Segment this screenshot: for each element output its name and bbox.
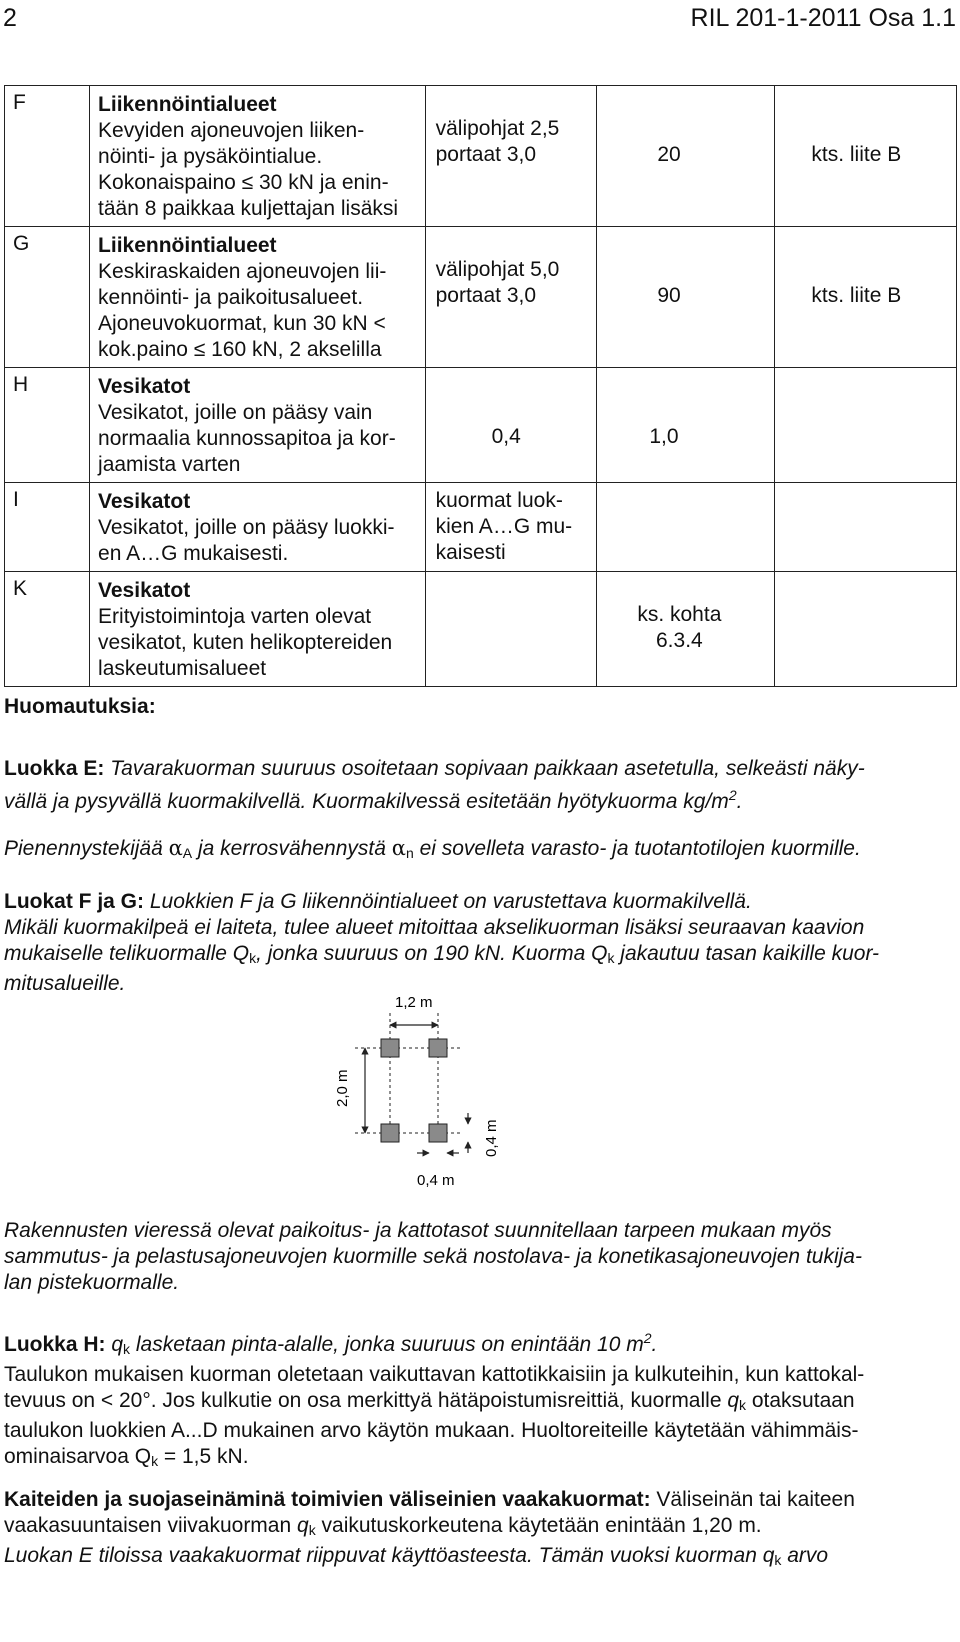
subscript: k: [308, 1522, 316, 1538]
note-cell: [775, 572, 957, 687]
note-text: lan pistekuormalle.: [4, 1271, 180, 1294]
row-line: Ajoneuvokuormat, kun 30 kN <: [98, 312, 386, 335]
note-class-e: [4, 756, 954, 815]
row-line: Erityistoimintoja varten olevat: [98, 605, 372, 628]
area-load-cell: [425, 368, 597, 483]
row-line: vesikatot, kuten helikoptereiden: [98, 631, 393, 654]
class-label: F: [13, 91, 26, 114]
note-text: Väliseinän tai kaiteen: [650, 1488, 855, 1511]
value-line: kuormat luok-: [435, 489, 563, 512]
area-load-cell: [425, 227, 597, 368]
description-cell: [90, 368, 426, 483]
point-load-cell: [597, 368, 775, 483]
subscript: k: [123, 1341, 131, 1357]
note-text: vällä ja pysyvällä kuormakilvellä. Kuormakilvessä esitetään hyötykuorma kg/m: [4, 790, 729, 813]
wheel-load-area: [429, 1039, 447, 1057]
note-cell: [775, 227, 957, 368]
dim-left-label: 2,0 m: [334, 1069, 351, 1107]
subscript: k: [607, 950, 615, 966]
point-load-cell: [597, 227, 775, 368]
note-text: jakautuu tasan kaikille kuor-: [614, 942, 880, 965]
value-line: välipohjat 5,0: [435, 258, 560, 281]
note-reduction: [4, 835, 954, 866]
row-line: kennöinti- ja paikoitusalueet.: [98, 286, 364, 309]
notes-title: Huomautuksia:: [4, 695, 156, 718]
area-load-cell: [425, 572, 597, 687]
class-cell: [5, 368, 90, 483]
note-label: Luokka H:: [4, 1333, 106, 1356]
subscript: A: [182, 845, 193, 861]
table-row: [5, 86, 957, 227]
point-load-cell: [597, 483, 775, 572]
row-line: en A…G mukaisesti.: [98, 542, 289, 565]
subscript: n: [405, 845, 414, 861]
value-line: portaat 3,0: [435, 284, 537, 307]
note-text: Tavarakuorman suuruus osoitetaan sopivaan paikkaan asetetulla, selkeästi näky-: [110, 757, 865, 780]
note-text: mukaiselle telikuormalle Q: [4, 942, 250, 965]
symbol-q: q: [297, 1514, 309, 1537]
table-row: [5, 368, 957, 483]
class-label: I: [13, 488, 19, 511]
note-cell: [775, 368, 957, 483]
class-cell: [5, 483, 90, 572]
row-line: Kokonaispaino ≤ 30 kN ja enin-: [98, 171, 389, 194]
note-text: ominaisarvoa Q: [4, 1445, 152, 1468]
note-text: .: [736, 790, 743, 813]
note-parking: [4, 1218, 954, 1296]
row-line: Vesikatot, joille on pääsy luokki-: [98, 516, 395, 539]
note-cell: [775, 86, 957, 227]
symbol-q: q: [105, 1333, 124, 1356]
load-table: [4, 85, 957, 687]
note-text: Pienennystekijää: [4, 837, 169, 860]
description-cell: [90, 227, 426, 368]
note-text: vaakasuuntaisen viivakuorman: [4, 1514, 297, 1537]
note-label: Kaiteiden ja suojaseinäminä toimivien väliseinien vaakakuormat:: [4, 1488, 651, 1511]
alpha-symbol: α: [391, 836, 406, 860]
note-text: Mikäli kuormakilpeä ei laiteta, tulee alueet mitoittaa akselikuorman lisäksi seuraavan kaavion: [4, 916, 865, 939]
description-cell: [90, 483, 426, 572]
superscript: 2: [728, 787, 737, 803]
note-text: Rakennusten vieressä olevat paikoitus- ja kattotasot suunnitellaan tarpeen mukaan myös: [4, 1219, 832, 1242]
value-line: kaisesti: [435, 541, 506, 564]
value-line: 0,4: [491, 425, 521, 448]
table-row: [5, 572, 957, 687]
area-load-cell: [425, 483, 597, 572]
class-cell: [5, 227, 90, 368]
class-label: H: [13, 373, 29, 396]
symbol-q: q: [727, 1389, 740, 1412]
note-class-fg: [4, 889, 954, 997]
dim-right-label: 0,4 m: [483, 1119, 500, 1157]
wheel-load-area: [429, 1124, 447, 1142]
row-line: Vesikatot, joille on pääsy vain: [98, 401, 373, 424]
dim-bottom-label: 0,4 m: [417, 1172, 455, 1189]
note-text: Taulukon mukaisen kuorman oletetaan vaikuttavan kattotikkaisiin ja kulkuteihin, kun kattokal-: [4, 1363, 865, 1386]
document-id: RIL 201-1-2011 Osa 1.1: [690, 4, 956, 32]
note-text: Luokan E tiloissa vaakakuormat riippuvat käyttöasteesta. Tämän vuoksi kuorman: [4, 1544, 763, 1567]
point-load-value: 20: [657, 143, 681, 166]
value-line: portaat 3,0: [435, 143, 537, 166]
row-line: jaamista varten: [98, 453, 241, 476]
symbol-q: q: [762, 1544, 775, 1567]
row-title: Liikennöintialueet: [98, 93, 277, 116]
page-number: 2: [3, 4, 17, 32]
dim-top-label: 1,2 m: [395, 994, 433, 1011]
note-text: , jonka suuruus on 190 kN. Kuorma Q: [256, 942, 608, 965]
subscript: k: [774, 1552, 782, 1568]
note-label: Luokat F ja G:: [4, 890, 145, 913]
point-load-line: ks. kohta: [637, 603, 722, 626]
table-row: [5, 483, 957, 572]
row-title: Liikennöintialueet: [98, 234, 277, 257]
row-line: laskeutumisalueet: [98, 657, 267, 680]
wheel-load-area: [381, 1039, 399, 1057]
note-label: Luokka E:: [4, 757, 105, 780]
row-title: Vesikatot: [98, 375, 191, 398]
row-line: Keskiraskaiden ajoneuvojen lii-: [98, 260, 387, 283]
note-text: otaksutaan: [746, 1389, 855, 1412]
class-cell: [5, 86, 90, 227]
description-cell: [90, 572, 426, 687]
note-text: sammutus- ja pelastusajoneuvojen kuormille sekä nostolava- ja konetikasajoneuvojen tukija-: [4, 1245, 862, 1268]
point-load-value: 90: [657, 284, 681, 307]
value-line: kien A…G mu-: [435, 515, 573, 538]
subscript: k: [151, 1453, 159, 1469]
area-load-cell: [425, 86, 597, 227]
row-line: kok.paino ≤ 160 kN, 2 akselilla: [98, 338, 382, 361]
note-value: kts. liite B: [811, 143, 902, 166]
axle-load-diagram: [300, 985, 520, 1205]
subscript: k: [249, 950, 257, 966]
row-title: Vesikatot: [98, 490, 191, 513]
note-value: kts. liite B: [811, 284, 902, 307]
note-text: .: [651, 1333, 658, 1356]
row-line: normaalia kunnossapitoa ja kor-: [98, 427, 396, 450]
point-load-value: 1,0: [649, 425, 679, 448]
note-text: ei sovelleta varasto- ja tuotantotilojen kuormille.: [413, 837, 861, 860]
note-class-h: [4, 1325, 954, 1474]
table-row: [5, 227, 957, 368]
row-title: Vesikatot: [98, 579, 191, 602]
note-text: Luokkien F ja G liikennöintialueet on varustettava kuormakilvellä.: [144, 890, 752, 913]
note-text: tevuus on < 20°. Jos kulkutie on osa merkittyä hätäpoistumisreittiä, kuormalle: [4, 1389, 728, 1412]
subscript: k: [739, 1397, 747, 1413]
note-text: ja kerrosvähennystä: [192, 837, 392, 860]
note-text: = 1,5 kN.: [158, 1445, 249, 1468]
note-cell: [775, 483, 957, 572]
class-cell: [5, 572, 90, 687]
row-line: nöinti- ja pysäköintialue.: [98, 145, 323, 168]
note-railings: [4, 1487, 954, 1573]
point-load-cell: [597, 86, 775, 227]
note-text: vaikutuskorkeutena käytetään enintään 1,20 m.: [315, 1514, 762, 1537]
note-text: taulukon luokkien A...D mukainen arvo käytön mukaan. Huoltoreiteille käytetään vähimmäis-: [4, 1419, 859, 1442]
alpha-symbol: α: [168, 836, 183, 860]
note-text: lasketaan pinta-alalle, jonka suuruus on enintään 10 m: [130, 1333, 644, 1356]
class-label: G: [13, 232, 30, 255]
row-line: Kevyiden ajoneuvojen liiken-: [98, 119, 365, 142]
value-line: välipohjat 2,5: [435, 117, 560, 140]
note-text: mitusalueille.: [4, 972, 126, 995]
point-load-cell: [597, 572, 775, 687]
wheel-load-area: [381, 1124, 399, 1142]
superscript: 2: [643, 1330, 652, 1346]
note-text: arvo: [781, 1544, 829, 1567]
class-label: K: [13, 577, 28, 600]
point-load-line: 6.3.4: [656, 629, 703, 652]
row-line: tään 8 paikkaa kuljettajan lisäksi: [98, 197, 399, 220]
description-cell: [90, 86, 426, 227]
